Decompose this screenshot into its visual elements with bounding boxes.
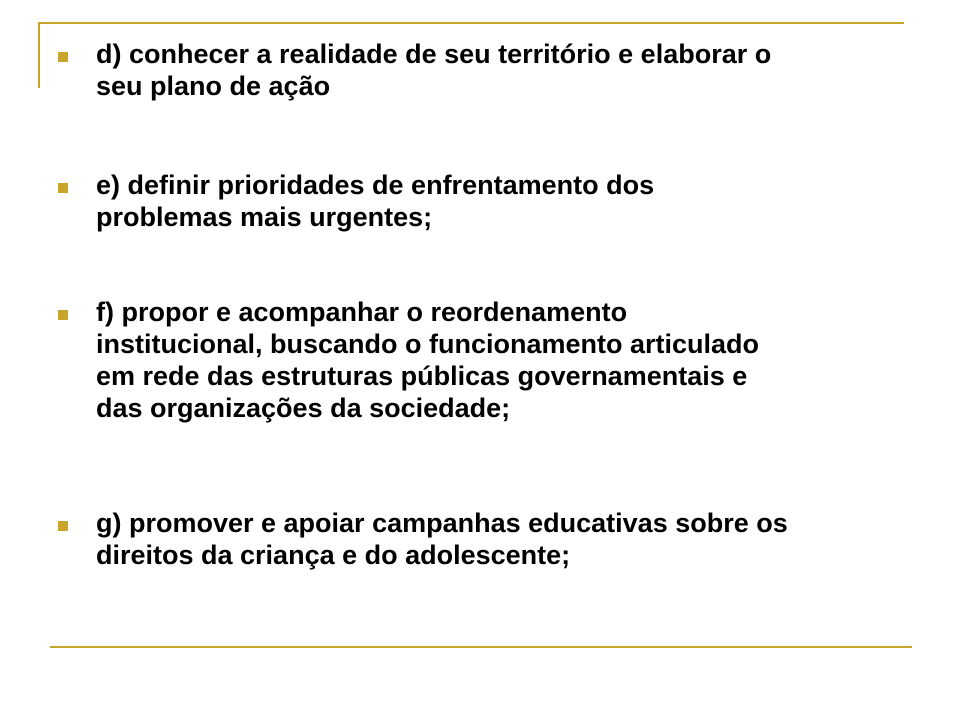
bullet-text: g) promover e apoiar campanhas educativas sobre os direitos da criança e do adolescente; bbox=[96, 508, 788, 570]
bullet-text: d) conhecer a realidade de seu território e elaborar o seu plano de ação bbox=[96, 39, 772, 101]
bullet-text: e) definir prioridades de enfrentamento dos problemas mais urgentes; bbox=[96, 170, 655, 232]
square-bullet-icon bbox=[58, 52, 68, 62]
bottom-divider bbox=[50, 646, 912, 648]
top-divider bbox=[38, 22, 904, 24]
left-divider bbox=[38, 22, 40, 88]
square-bullet-icon bbox=[58, 183, 68, 193]
square-bullet-icon bbox=[58, 521, 68, 531]
bullet-text: f) propor e acompanhar o reordenamento institucional, buscando o funcionamento articulado em rede das estruturas públicas governamentais e das organizações da sociedade; bbox=[96, 297, 760, 423]
square-bullet-icon bbox=[58, 310, 68, 320]
